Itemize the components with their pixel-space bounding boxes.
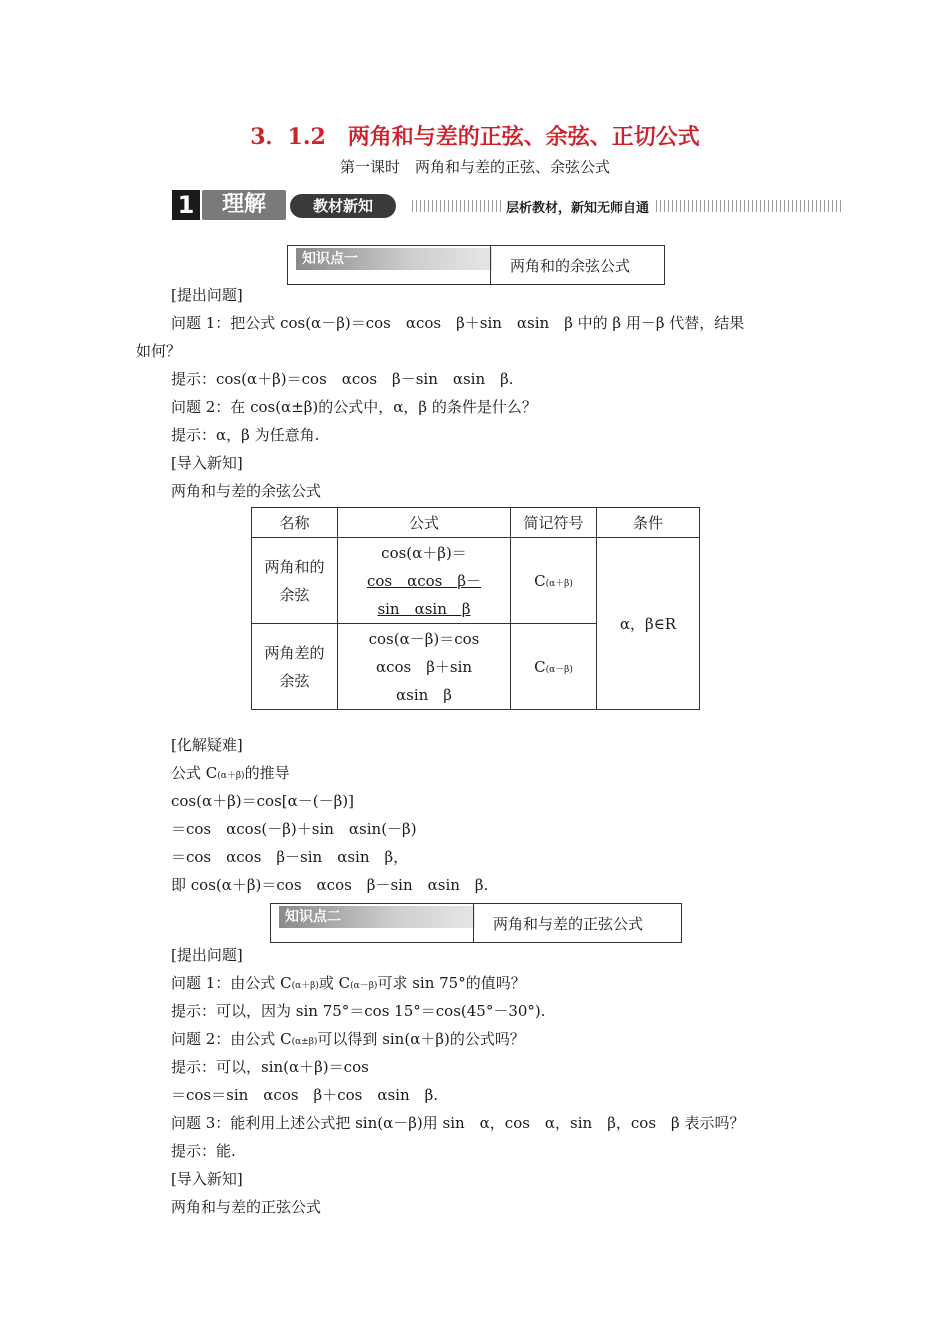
formula-line: cos(α－β)＝cos [368,629,480,648]
heading-raise-question: [提出问题] [171,286,243,304]
banner-word-new-knowledge: 教材新知 [290,194,396,218]
knowledge-tag-2: 知识点二 [279,906,475,928]
formula-cell [338,538,511,624]
text-part: 问题 1：由公式 C [171,974,292,992]
knowledge-box-2 [270,903,682,943]
knowledge-label-2: 两角和与差的正弦公式 [493,915,644,933]
symbol-sub: (α＋β) [291,981,319,991]
symbol-cell [511,624,597,710]
hint-2-1: 提示：可以，因为 sin 75°＝cos 15°＝cos(45°－30°). [171,1002,546,1020]
symbol-cell [511,538,597,624]
knowledge-label-1: 两角和的余弦公式 [510,257,631,275]
knowledge-divider [473,904,474,942]
name-cell [252,538,338,624]
formula-cell [338,624,511,710]
condition-cell: α，β∈R [597,538,700,710]
symbol-sub: (α±β) [291,1037,318,1047]
banner-slogan: 层析教材，新知无师自通 [502,197,653,216]
text-part: 问题 2：由公式 C [171,1030,292,1048]
table-row [252,538,700,624]
formula-table [251,507,700,710]
text-part: 可以得到 sin(α＋β)的公式吗？ [317,1030,525,1048]
knowledge-divider [490,246,491,284]
text-part: 的推导 [244,764,290,782]
symbol-sub: (α－β) [545,664,573,675]
topic-cosine-formula: 两角和与差的余弦公式 [171,482,322,500]
text-part: 或 C [318,974,351,992]
question-2-1 [171,972,526,993]
hint-2: 提示：α，β 为任意角. [171,426,320,444]
text-part: 公式 C [171,764,218,782]
topic-sine-formula: 两角和与差的正弦公式 [171,1198,322,1216]
table-header: 公式 [338,508,511,538]
derivation-step-1: cos(α＋β)＝cos[α－(－β)] [171,792,354,810]
formula-line: αsin β [396,685,452,704]
name-line: 两角和的 [264,557,325,576]
symbol-main: C [534,657,546,676]
table-header: 名称 [252,508,338,538]
question-2-2 [171,1028,525,1049]
derivation-step-4: 即 cos(α＋β)＝cos αcos β－sin αsin β. [171,876,489,894]
heading-new-knowledge-2: [导入新知] [171,1170,243,1188]
derivation-step-3: ＝cos αcos β－sin αsin β， [171,848,409,866]
formula-line-filled: cos αcos β－ [366,571,482,590]
formula-line: αcos β＋sin [375,657,473,676]
page-title: 3．1.2 两角和与差的正弦、余弦、正切公式 [250,124,700,150]
hint-2-2: 提示：可以，sin(α＋β)＝cos [171,1058,369,1076]
derivation-step-2: ＝cos αcos(－β)＋sin αsin(－β) [171,820,417,838]
text-part: 可求 sin 75°的值吗？ [377,974,526,992]
lesson-subtitle: 第一课时 两角和与差的正弦、余弦公式 [339,158,610,176]
banner-number: 1 [172,190,200,220]
section-banner [172,188,842,222]
hint-2-2-cont: ＝cos＝sin αcos β＋cos αsin β. [171,1086,439,1104]
table-header: 条件 [597,508,700,538]
banner-word-understand: 理解 [202,190,286,220]
symbol-sub: (α＋β) [217,771,245,781]
question-2: 问题 2：在 cos(α±β)的公式中，α，β 的条件是什么？ [171,398,537,416]
formula-line: cos(α＋β)＝ [381,543,467,562]
name-cell [252,624,338,710]
symbol-sub: (α＋β) [545,578,573,589]
table-header: 简记符号 [511,508,597,538]
question-1-cont: 如何？ [136,342,182,360]
question-1: 问题 1：把公式 cos(α－β)＝cos αcos β＋sin αsin β 中的 β 用－β 代替，结果 [171,314,745,332]
hint-1: 提示：cos(α＋β)＝cos αcos β－sin αsin β. [171,370,514,388]
knowledge-tag-1: 知识点一 [296,248,492,270]
name-line: 两角差的 [264,643,325,662]
heading-resolve-doubts: [化解疑难] [171,736,243,754]
symbol-main: C [534,571,546,590]
question-2-3: 问题 3：能利用上述公式把 sin(α－β)用 sin α，cos α，sin β，cos β 表示吗？ [171,1114,745,1132]
formula-line-filled: sin αsin β [377,599,471,618]
name-line: 余弦 [279,585,310,604]
derivation-title [171,762,290,783]
heading-raise-question-2: [提出问题] [171,946,243,964]
symbol-sub: (α－β) [350,981,378,991]
hint-2-3: 提示：能. [171,1142,236,1160]
knowledge-box-1 [287,245,665,285]
name-line: 余弦 [279,671,310,690]
heading-new-knowledge: [导入新知] [171,454,243,472]
